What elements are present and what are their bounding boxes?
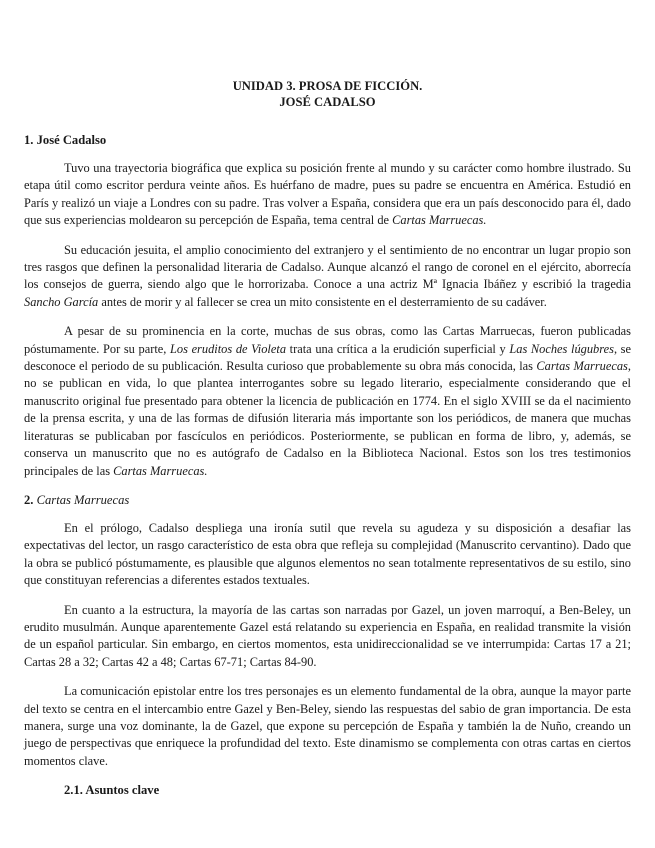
document-title (24, 78, 631, 110)
italic-title-cartas-marruecas: Cartas Marruecas. (392, 213, 487, 228)
section-heading-cartas-marruecas: 2. Cartas Marruecas (24, 492, 130, 507)
title-line-author: JOSÉ CADALSO (279, 95, 376, 109)
italic-title-eruditos-violeta: Los eruditos de Violeta (170, 341, 287, 356)
italic-title-cartas-marruecas: Cartas Marruecas. (113, 463, 208, 478)
paragraph-works: A pesar de su prominencia en la corte, muchas de sus obras, como las Cartas Marruecas, fueron publicadas póstumamente. Por su parte, Los eruditos de Violeta trata una crítica a la erudición superficial y Las Noches lúgubres, se desconoce el periodo de su publicación. Resulta curioso que probablemente su obra más conocida, las Cartas Marruecas, no se publican en vida, lo que plantea interrogantes sobre su legado literario, especialmente considerando que el manuscrito original fue presentado para obtener la licencia de publicación en 1774. En el siglo XVIII se da el nacimiento de la prensa escrita, y una de las formas de difusión literaria más importante son los periódicos, de manera que muchas literaturas se publicaban por fascículos en periódicos. Posteriormente, se publican en forma de libro, y, además, se conserva un manuscrito que no es autógrafo de Cadalso en la Biblioteca Nacional. Estos son los tres testimonios principales de las Cartas Marruecas. (24, 324, 631, 478)
paragraph-prologue: En el prólogo, Cadalso despliega una ironía sutil que revela su agudeza y su disposición a desafiar las expectativas del lector, un rasgo característico de esta obra que refleja su complejidad (Manuscrito cervantino). Dado que la obra se publicó póstumamente, es plausible que algunos elementos no sean totalmente representativos de su estilo, sino que constituyan referencias a diferentes estados textuales. (24, 520, 631, 588)
paragraph-education: Su educación jesuita, el amplio conocimiento del extranjero y el sentimiento de no encontrar un lugar propio son tres rasgos que definen la personalidad literaria de Cadalso. Aunque alcanzó el rango de coronel en el ejército, aborrecía los consejos de guerra, siendo algo que le horrorizaba. Conoce a una actriz Mª Ignacia Ibáñez y escribió la tragedia Sancho García antes de morir y al fallecer se crea un mito consistente en el desterramiento de su cadáver. (24, 242, 631, 309)
subsection-heading-asuntos-clave: 2.1. Asuntos clave (64, 783, 160, 798)
paragraph-structure: En cuanto a la estructura, la mayoría de las cartas son narradas por Gazel, un joven marroquí, a Ben-Beley, un erudito musulmán. Aunque aparentemente Gazel está relatando su experiencia en España, en realidad transmite la visión de un español particular. Sin embargo, en ciertos momentos, esta unidireccionalidad se ve interrumpida: Cartas 17 a 21; Cartas 28 a 32; Cartas 42 a 48; Cartas 67-71; Cartas 84-90. (24, 602, 631, 669)
title-line-unit: UNIDAD 3. PROSA DE FICCIÓN. (232, 79, 423, 93)
italic-title-noches-lugubres: Las Noches lúgubres (509, 341, 614, 356)
italic-title-sancho-garcia: Sancho García (24, 294, 99, 309)
paragraph-epistolary: La comunicación epistolar entre los tres personajes es un elemento fundamental de la obra, aunque la mayor parte del texto se centra en el intercambio entre Gazel y Ben-Beley, siendo las respuestas del sabio de gran importancia. De esta manera, surge una voz dominante, la de Gazel, que expone su percepción de España y también la de Nuño, creando un juego de perspectivas que enriquece la profundidad del texto. Este dinamismo se complementa con otras cartas en ciertos momentos clave. (24, 684, 631, 768)
paragraph-biography: Tuvo una trayectoria biográfica que explica su posición frente al mundo y su carácter como hombre ilustrado. Su etapa útil como escritor perdura veinte años. Es huérfano de madre, pues su padre se encuentra en América. Estudió en París y realizó un viaje a Londres con su padre. Tras volver a España, considera que era un país desconocido para él, dado que sus experiencias moldearon su percepción de España, tema central de Cartas Marruecas. (24, 161, 631, 228)
section-heading-jose-cadalso: 1. José Cadalso (24, 133, 107, 147)
italic-title-cartas-marruecas: Cartas Marruecas (536, 359, 628, 374)
